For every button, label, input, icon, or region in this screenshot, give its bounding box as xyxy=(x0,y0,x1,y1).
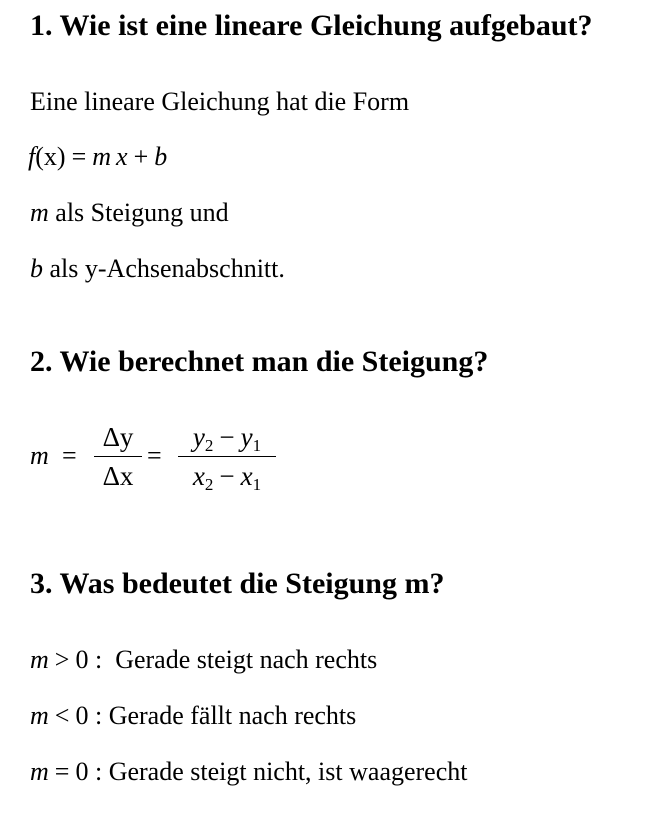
b-description-text: als y-Achsenabschnitt. xyxy=(43,254,285,283)
y-symbol: y xyxy=(240,422,253,452)
subscript: 1 xyxy=(252,436,262,455)
heading-section-2: 2. Wie berechnet man die Steigung? xyxy=(30,345,489,378)
m-symbol: m xyxy=(30,198,49,227)
m-symbol: m xyxy=(30,701,49,730)
equals-sign: = xyxy=(71,142,87,171)
delta-fraction xyxy=(94,421,142,492)
case-text: Gerade steigt nicht, ist waagerecht xyxy=(102,757,468,786)
x-difference xyxy=(178,460,276,495)
case-positive xyxy=(30,644,377,676)
colon: : xyxy=(88,645,103,674)
x-symbol: x xyxy=(240,461,253,492)
m-symbol: m xyxy=(30,645,49,674)
m-description xyxy=(30,197,229,229)
m-symbol: m xyxy=(30,757,49,786)
difference-fraction xyxy=(178,421,276,495)
b-symbol: b xyxy=(154,142,168,171)
delta-x: Δx xyxy=(102,461,134,492)
delta-y: Δy xyxy=(102,422,134,452)
m-symbol: m xyxy=(92,142,112,171)
case-zero xyxy=(30,756,467,788)
heading-section-3: 3. Was bedeutet die Steigung m? xyxy=(30,567,445,600)
minus-sign: − xyxy=(219,422,235,452)
y-symbol: y xyxy=(192,422,205,452)
equals-sign-1: = xyxy=(62,441,77,470)
equals-sign-2: = xyxy=(147,441,162,470)
b-description xyxy=(30,253,285,285)
f-symbol: f xyxy=(28,142,36,171)
linear-equation-formula xyxy=(28,141,167,173)
zero-value: 0 xyxy=(75,645,89,674)
plus-sign: + xyxy=(133,142,149,171)
colon: : xyxy=(88,701,103,730)
colon: : xyxy=(88,757,103,786)
less-than-sign: < xyxy=(54,701,70,730)
slope-lhs xyxy=(30,440,49,472)
zero-value: 0 xyxy=(75,757,89,786)
x-symbol: x xyxy=(116,142,128,171)
subscript: 1 xyxy=(252,475,262,495)
subscript: 2 xyxy=(204,475,214,495)
greater-than-sign: > xyxy=(54,645,70,674)
heading-section-1: 1. Wie ist eine lineare Gleichung aufgebaut? xyxy=(30,9,593,42)
m-symbol: m xyxy=(30,441,49,470)
intro-text: Eine lineare Gleichung hat die Form xyxy=(30,87,410,116)
x-symbol: x xyxy=(192,461,205,492)
y-difference xyxy=(178,421,276,453)
case-negative xyxy=(30,700,356,732)
f-argument: (x) xyxy=(35,142,66,171)
minus-sign: − xyxy=(219,461,235,492)
b-symbol: b xyxy=(30,254,43,283)
zero-value: 0 xyxy=(75,701,89,730)
case-text: Gerade steigt nach rechts xyxy=(102,645,378,674)
fraction-bar xyxy=(178,456,276,457)
subscript: 2 xyxy=(204,436,214,455)
fraction-bar xyxy=(94,456,142,457)
case-text: Gerade fällt nach rechts xyxy=(102,701,357,730)
equals-sign: = xyxy=(54,757,70,786)
m-description-text: als Steigung und xyxy=(48,198,229,227)
